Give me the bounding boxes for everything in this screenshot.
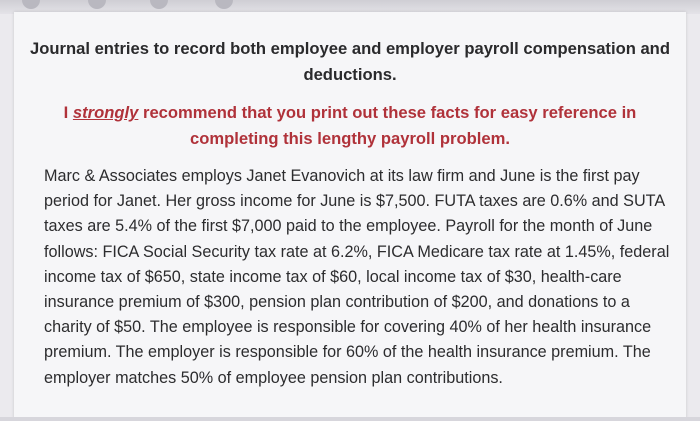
- note-rest: recommend that you print out these facts for easy reference in completing this lengthy payroll problem.: [138, 103, 637, 148]
- document-page: [14, 12, 686, 419]
- tab-nub: [88, 0, 106, 9]
- problem-text: Marc & Associates employs Janet Evanovich at its law firm and June is the first pay period for Janet. Her gross income for June is $7,500. FUTA taxes are 0.6% and SUTA taxes are 5.4% of the first $7,000 paid to the employee. Payroll for the month of June follows: FICA Social Security tax rate at 6.2%, FICA Medicare tax rate at 1.45%, federal income tax of $650, state income tax of $60, local income tax of $30, health-care insurance premium of $300, pension plan contribution of $200, and donations to a charity of $50. The employee is responsible for covering 40% of her health insurance premium. The employer is responsible for 60% of the health insurance premium. The employer matches 50% of employee pension plan contributions.: [44, 167, 670, 387]
- note-emphasis: strongly: [72, 103, 139, 122]
- tab-nub: [150, 0, 168, 9]
- tab-nub: [215, 0, 233, 9]
- recommendation-note: [30, 100, 670, 152]
- note-lead: I: [63, 103, 73, 122]
- tab-nub: [22, 0, 40, 9]
- bottom-edge: [0, 417, 700, 421]
- document-heading: Journal entries to record both employee and employer payroll compensation and deductions.: [30, 39, 670, 84]
